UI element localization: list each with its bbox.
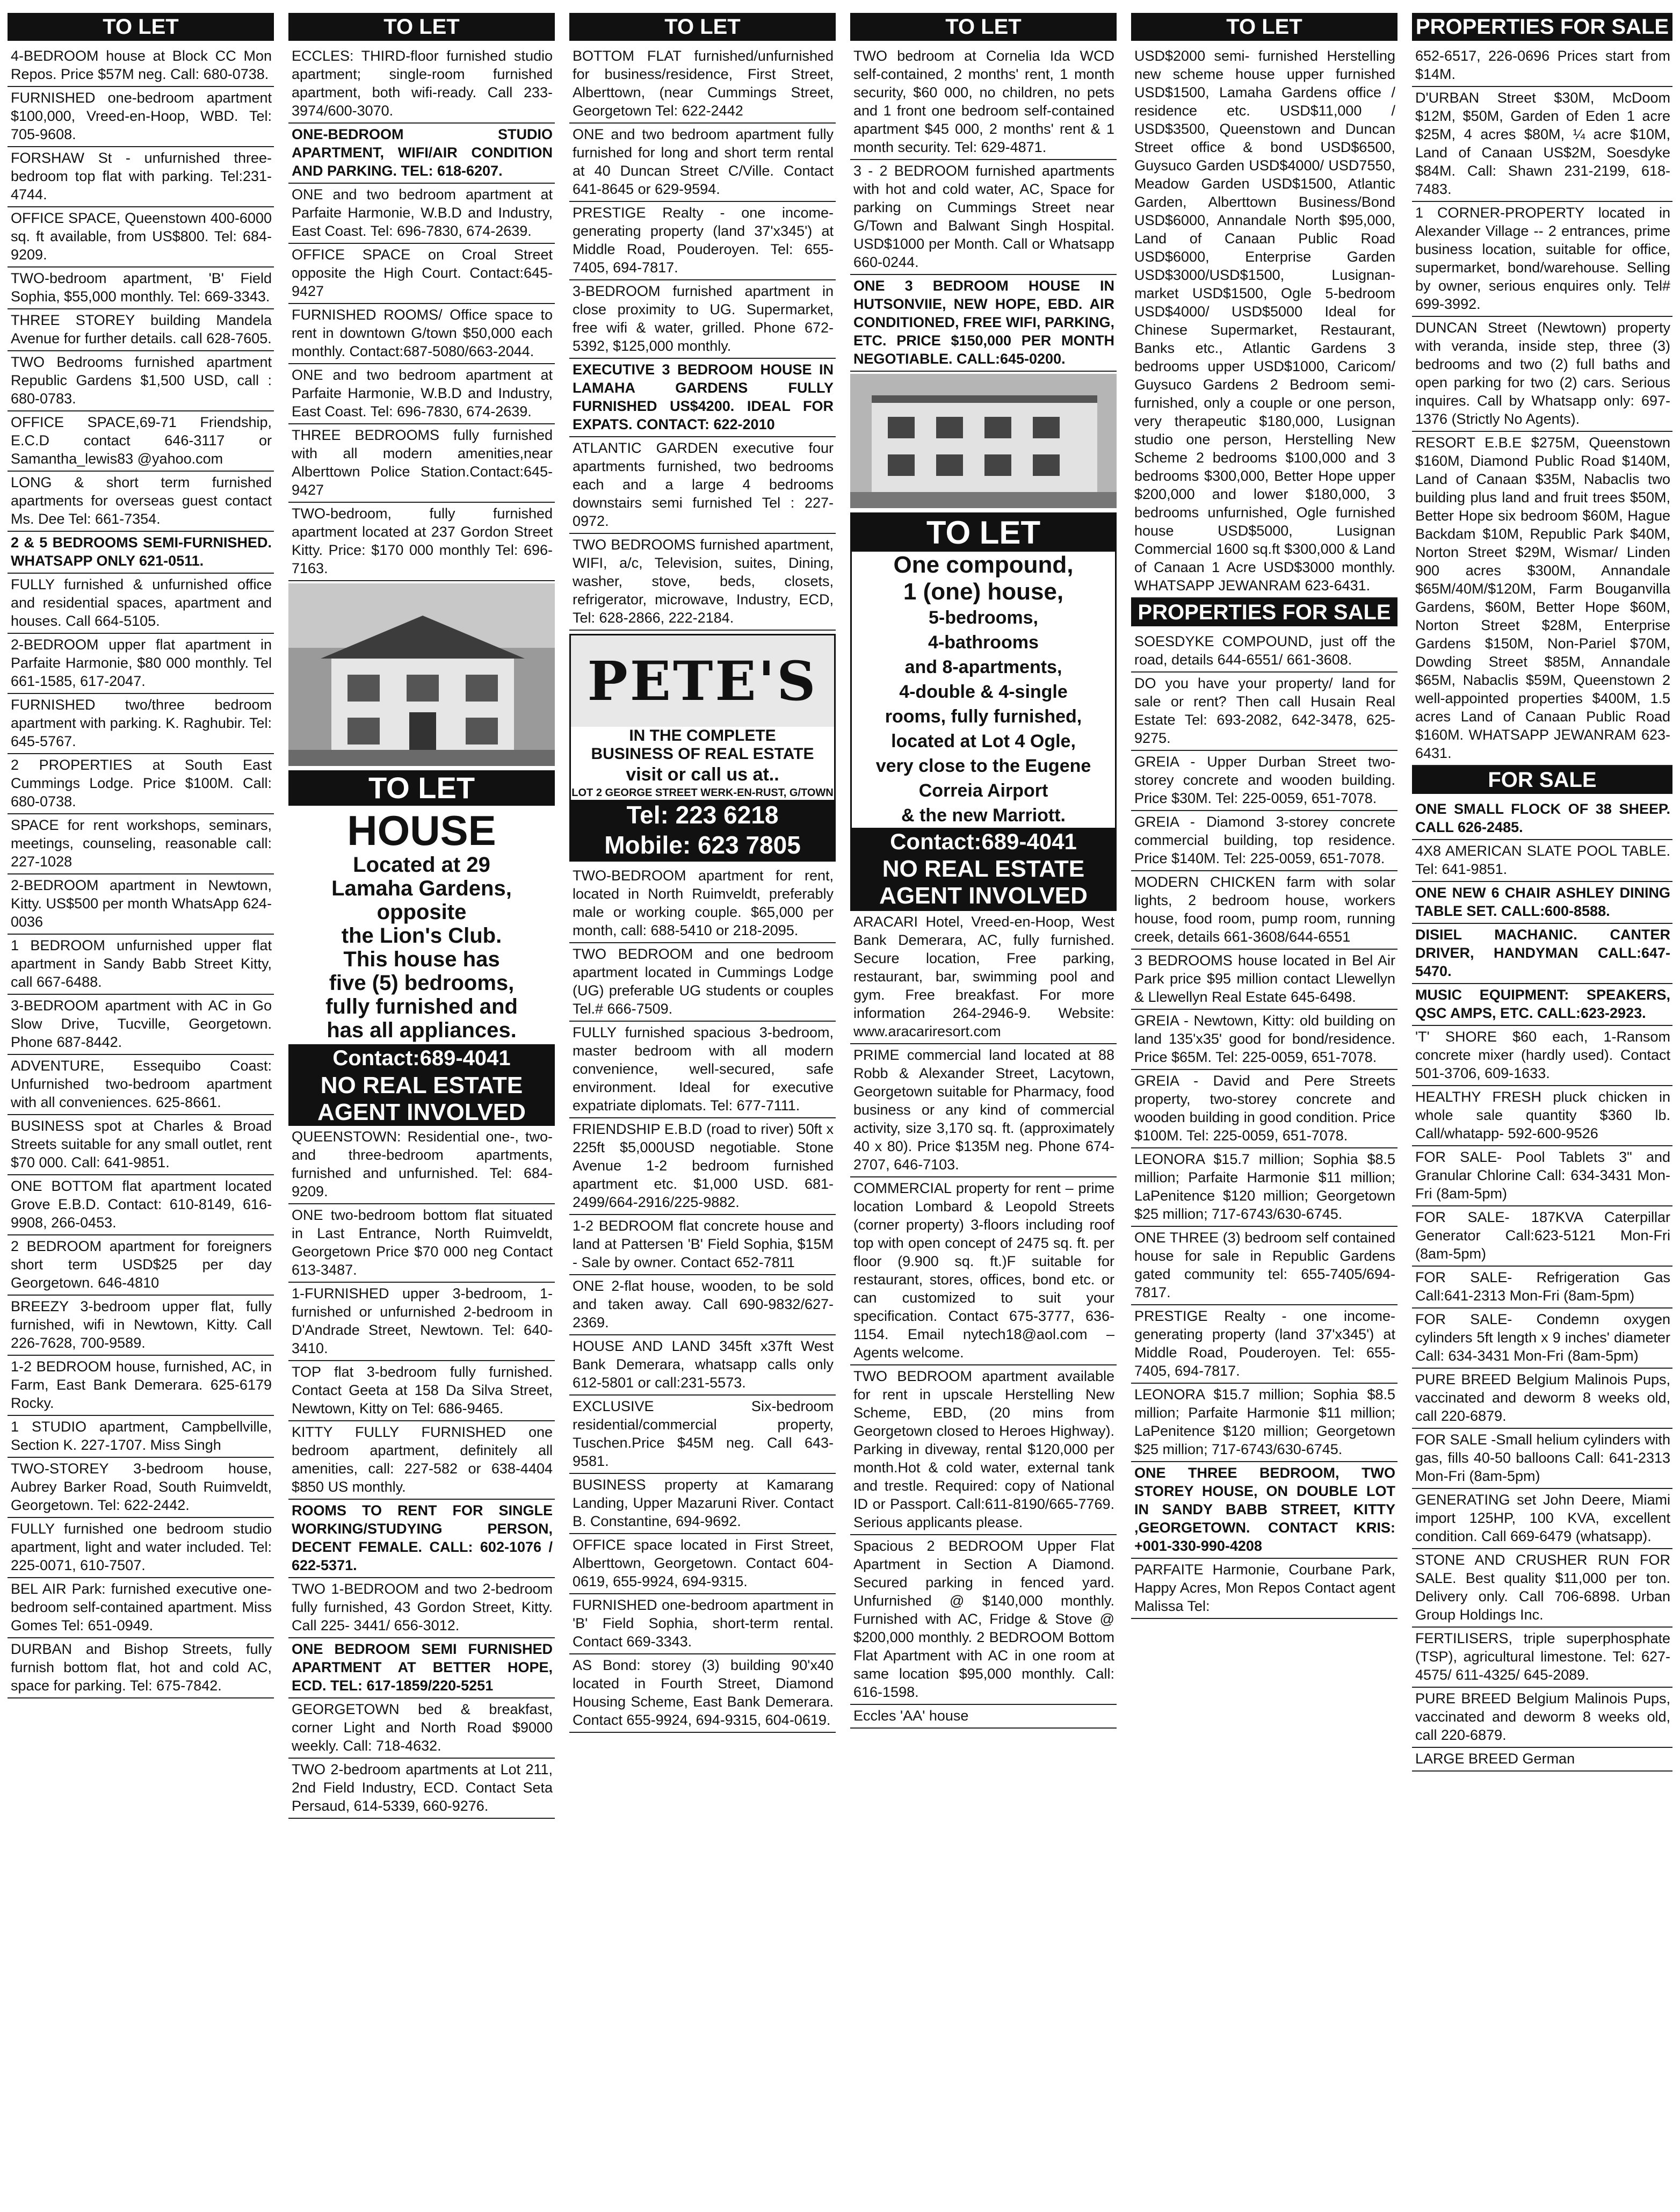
display-line: Lamaha Gardens, (331, 877, 512, 900)
classified-ad: GEORGETOWN bed & breakfast, corner Light and North Road $9000 weekly. Call: 718-4632. (288, 1698, 555, 1759)
display-line: very close to the Eugene (875, 756, 1091, 776)
classified-ad: ONE THREE BEDROOM, TWO STOREY HOUSE, ON DOUBLE LOT IN SANDY BABB STREET, KITTY ,GEORGETOWN. CONTACT KRIS: +001-330-990-4208 (1131, 1462, 1397, 1559)
classified-ad: PURE BREED Belgium Malinois Pups, vaccinated and deworm 8 weeks old, call 220-6879. (1412, 1369, 1672, 1429)
classified-ad: ONE and two bedroom apartment fully furnished for long and short term rental at 40 Duncan Street C/Ville. Contact 641-8645 or 629-9594. (569, 124, 836, 202)
section-header: TO LET (569, 13, 836, 41)
classified-ad: 2-BEDROOM upper flat apartment in Parfaite Harmonie, $80 000 monthly. Tel 661-1585, 617-2047. (8, 634, 274, 694)
classified-ad: DO you have your property/ land for sale or rent? Then call Husain Real Estate Tel: 693-2082, 642-3478, 625-9275. (1131, 673, 1397, 751)
display-agent: AGENT INVOLVED (852, 883, 1115, 909)
display-line: 1 (one) house, (903, 579, 1064, 605)
classified-ad: FOR SALE- Refrigeration Gas Call:641-2313 Mon-Fri (8am-5pm) (1412, 1267, 1672, 1309)
classified-ad: ADVENTURE, Essequibo Coast: Unfurnished two-bedroom apartment with all conveniences. 625-8661. (8, 1055, 274, 1115)
classified-ad: OFFICE SPACE on Croal Street opposite the High Court. Contact:645-9427 (288, 244, 555, 304)
classified-ad: SPACE for rent workshops, seminars, meetings, counseling, reasonable call: 227-1028 (8, 814, 274, 874)
classified-ad: KITTY FULLY FURNISHED one bedroom apartment, definitely all amenities, call: 227-582 or 638-4404 $850 US monthly. (288, 1421, 555, 1500)
classified-ad: GREIA - Diamond 3-storey concrete commercial building, top residence. Price $140M. Tel: 225-0059, 651-7078. (1131, 811, 1397, 871)
display-line: opposite (376, 900, 467, 924)
classified-ad: FULLY furnished one bedroom studio apartment, light and water included. Tel: 225-0071, 610-7507. (8, 1518, 274, 1578)
classified-ad: 652-6517, 226-0696 Prices start from $14M. (1412, 45, 1672, 87)
classified-ad: FOR SALE- Pool Tablets 3" and Granular Chlorine Call: 634-3431 Mon-Fri (8am-5pm) (1412, 1146, 1672, 1206)
classified-ad: Eccles 'AA' house (850, 1705, 1117, 1729)
classified-ad: GREIA - Upper Durban Street two-storey concrete and wooden building. Price $30M. Tel: 225-0059, 651-7078. (1131, 751, 1397, 811)
classified-ad: ATLANTIC GARDEN executive four apartments furnished, two bedrooms each and a large 4 bedrooms downstairs semi furnished Tel : 227-0972. (569, 437, 836, 534)
classified-ad: TWO-BEDROOM apartment for rent, located in North Ruimveldt, preferably male or working couple. $65,000 per month, call: 688-5410 or 218-2095. (569, 865, 836, 943)
section-header: TO LET (850, 13, 1117, 41)
classified-ad: MODERN CHICKEN farm with solar lights, 2 bedroom house, workers house, food room, pump room, running creek, details 661-3608/644-6551 (1131, 871, 1397, 950)
house-display-ad (288, 770, 555, 1126)
display-agent: NO REAL ESTATE (320, 1072, 523, 1098)
section-header: PROPERTIES FOR SALE (1131, 598, 1397, 626)
classified-ad: BREEZY 3-bedroom upper flat, fully furnished, wifi in Newtown, Kitty. Call 226-7628, 700-9589. (8, 1296, 274, 1356)
classified-ad: ONE-BEDROOM STUDIO APARTMENT, WIFI/AIR CONDITION AND PARKING. TEL: 618-6207. (288, 124, 555, 184)
classified-ad: ROOMS TO RENT FOR SINGLE WORKING/STUDYING PERSON, DECENT FEMALE. CALL: 602-1076 / 622-5371. (288, 1500, 555, 1578)
classified-ad: COMMERCIAL property for rent – prime location Lombard & Leopold Streets (corner property) 3-floors including roof top with open concept of 2475 sq. ft. per floor (9.900 sq. ft.)F suitable for restaurant, stores, offices, bond etc. or can customized to suit your specification. Contact 675-3777, 636-1154. Email nytech18@aol.com – Agents welcome. (850, 1177, 1117, 1365)
display-agent: AGENT INVOLVED (317, 1099, 526, 1125)
classified-ad: FOR SALE- 187KVA Caterpillar Generator Call:623-5121 Mon-Fri (8am-5pm) (1412, 1206, 1672, 1267)
classified-ad: ONE BOTTOM flat apartment located Grove E.B.D. Contact: 610-8149, 616-9908, 266-0453. (8, 1175, 274, 1235)
classified-ad: SOESDYKE COMPOUND, just off the road, details 644-6551/ 661-3608. (1131, 631, 1397, 673)
building-illustration (850, 374, 1117, 508)
classified-ad: FULLY furnished spacious 3-bedroom, master bedroom with all modern convenience, well-secured, safe environment. Ideal for executive expatriate diplomats. Tel: 677-7111. (569, 1022, 836, 1118)
classified-ad: PRIME commercial land located at 88 Robb & Alexander Street, Lacytown, Georgetown suitable for Pharmacy, food business or any kind of commercial activity, size 3,170 sq. ft. (approximately 40 x 80). Price $135M neg. Phone 674-2707, 646-7103. (850, 1044, 1117, 1177)
display-line: & the new Marriott. (901, 805, 1066, 826)
classified-ad: AS Bond: storey (3) building 90'x40 located in Fourth Street, Diamond Housing Scheme, East Bank Demerara. Contact 655-9924, 694-9315, 604-0619. (569, 1654, 836, 1733)
display-title: TO LET (852, 514, 1115, 552)
classified-ad: PURE BREED Belgium Malinois Pups, vaccinated and deworm 8 weeks old, call 220-6879. (1412, 1688, 1672, 1748)
classified-ad: FURNISHED two/three bedroom apartment with parking. K. Raghubir. Tel: 645-5767. (8, 694, 274, 754)
ad-list (569, 865, 836, 1733)
classified-ad: ECCLES: THIRD-floor furnished studio apartment; single-room furnished apartment, both wifi-ready. Call 233-3974/600-3070. (288, 45, 555, 124)
building-photo (850, 374, 1117, 508)
classified-ad: TWO Bedrooms furnished apartment Republic Gardens $1,500 USD, call : 680-0783. (8, 351, 274, 411)
classified-ad: MUSIC EQUIPMENT: SPEAKERS, QSC AMPS, ETC. CALL:623-2923. (1412, 984, 1672, 1026)
section-header: FOR SALE (1412, 766, 1672, 794)
classified-ad: OFFICE SPACE,69-71 Friendship, E.C.D contact 646-3117 or Samantha_lewis83 @yahoo.com (8, 411, 274, 472)
petes-address: LOT 2 GEORGE STREET WERK-EN-RUST, G/TOWN (571, 787, 834, 799)
display-line: has all appliances. (327, 1018, 517, 1042)
petes-tagline: BUSINESS OF REAL ESTATE (591, 745, 814, 763)
display-line: 4-double & 4-single (899, 682, 1068, 702)
classified-ad: ONE 3 BEDROOM HOUSE IN HUTSONVIIE, NEW HOPE, EBD. AIR CONDITIONED, FREE WIFI, PARKING, ETC. PRICE $150,000 PER MONTH NEGOTIABLE. CALL:645-0200. (850, 275, 1117, 372)
column-6 (1412, 13, 1672, 2204)
display-line: and 8-apartments, (904, 657, 1062, 677)
section-header: TO LET (8, 13, 274, 41)
column-3 (569, 13, 836, 2204)
section-header: TO LET (288, 13, 555, 41)
classified-ad: TWO-bedroom apartment, 'B' Field Sophia, $55,000 monthly. Tel: 669-3343. (8, 268, 274, 309)
classified-ad: LARGE BREED German (1412, 1748, 1672, 1772)
classified-ad: ONE 2-flat house, wooden, to be sold and taken away. Call 690-9832/627-2369. (569, 1275, 836, 1335)
house-photo (288, 583, 555, 766)
petes-logo: PETE'S (571, 635, 834, 727)
classified-ad: STONE AND CRUSHER RUN FOR SALE. Best quality $11,000 per ton. Delivery only. Call 706-6898. Urban Group Holdings Inc. (1412, 1549, 1672, 1628)
compound-display-ad (850, 512, 1117, 911)
classified-ad: TWO BEDROOM and one bedroom apartment located in Cummings Lodge (UG) preferable UG students or couples Tel.# 666-7509. (569, 943, 836, 1022)
classified-ad: TWO-STOREY 3-bedroom house, Aubrey Barker Road, South Ruimveldt, Georgetown. Tel: 622-2442. (8, 1458, 274, 1518)
classified-ad: TOP flat 3-bedroom fully furnished. Contact Geeta at 158 Da Silva Street, Newtown, Kitty on Tel: 686-9465. (288, 1361, 555, 1421)
classified-ad: 4-BEDROOM house at Block CC Mon Repos. Price $57M neg. Call: 680-0738. (8, 45, 274, 87)
classified-ad: RESORT E.B.E $275M, Queenstown $160M, Diamond Public Road $140M, Land of Canaan $35M, Nabaclis two building plus land and fruit trees $50M, Better Hope six bedroom $60M, Hague Backdam $10M, Republic Park $40M, Norton Street $29M, Wismar/ Linden 900 acres $300M, Annandale $65M/40M/$120M, Farm Bouganvilla Gardens, $60M, Better Hope $60M, Norton Street $28M, Enterprise Gardens $150M, Non-Pariel $70M, Dowding Street $85M, Annandale $65M, Nabaclis $59M, Queenstown 2 well-appointed properties $400M, 1.5 acres Land of Canaan Public Road $160M. WHATSAPP JEWANRAM 623-6431. (1412, 432, 1672, 766)
classified-ad: FORSHAW St - unfurnished three-bedroom top flat with parking. Tel:231-4744. (8, 147, 274, 207)
classified-ad: Spacious 2 BEDROOM Upper Flat Apartment in Section A Diamond. Secured parking in fenced yard. Unfurnished @ $140,000 monthly. Furnished with AC, Fridge & Stove @ $200,000 monthly. 2 BEDROOM Bottom Flat Apartment with AC in one room at same location $95,000 monthly. Call: 616-1598. (850, 1535, 1117, 1705)
classified-ad: 'T' SHORE $60 each, 1-Ransom concrete mixer (hardly used). Contact 501-3706, 609-1633. (1412, 1026, 1672, 1086)
display-line: Correia Airport (918, 780, 1048, 801)
classified-ad: FOR SALE -Small helium cylinders with gas, fills 40-50 balloons Call: 641-2313 Mon-Fri (8am-5pm) (1412, 1429, 1672, 1489)
classified-ad: TWO 1-BEDROOM and two 2-bedroom fully furnished, 43 Gordon Street, Kitty. Call 225- 3441/ 656-3012. (288, 1578, 555, 1638)
ad-list (8, 45, 274, 1698)
classified-ad: LEONORA $15.7 million; Sophia $8.5 million; Parfaite Harmonie $11 million; LaPenitence $120 million; Georgetown $25 million; 717-6743/630-6745. (1131, 1384, 1397, 1462)
classified-ad: DURBAN and Bishop Streets, fully furnish bottom flat, hot and cold AC, space for parking. Tel: 675-7842. (8, 1638, 274, 1698)
display-agent: NO REAL ESTATE (852, 856, 1115, 883)
classified-ad: DISIEL MACHANIC. CANTER DRIVER, HANDYMAN CALL:647-5470. (1412, 924, 1672, 984)
ad-list (1412, 798, 1672, 1772)
classified-ad: 1-2 BEDROOM house, furnished, AC, in Farm, East Bank Demerara. 625-6179 Rocky. (8, 1356, 274, 1416)
classified-ad: BEL AIR Park: furnished executive one-bedroom self-contained apartment. Miss Gomes Tel: 651-0949. (8, 1578, 274, 1638)
classified-ad: ONE and two bedroom apartment at Parfaite Harmonie, W.B.D and Industry, East Coast. Tel: 696-7830, 674-2639. (288, 184, 555, 244)
classified-ad: FOR SALE- Condemn oxygen cylinders 5ft length x 9 inches' diameter Call: 634-3431 Mon-Fri (8am-5pm) (1412, 1309, 1672, 1369)
display-line: 5-bedrooms, (928, 608, 1039, 628)
classified-ad: TWO bedroom at Cornelia Ida WCD self-contained, 2 months' rent, 1 month security, $60 000, no children, no pets and 1 front one bedroom self-contained apartment $45 000, 2 months' rent & 1 month security. Tel: 629-4871. (850, 45, 1117, 160)
display-contact: Contact:689-4041 (332, 1046, 511, 1070)
classified-ad: TWO 2-bedroom apartments at Lot 211, 2nd Field Industry, ECD. Contact Seta Persaud, 614-5339, 660-9276. (288, 1759, 555, 1819)
classified-ad: GREIA - David and Pere Streets property, two-storey concrete and wooden building in good condition. Price $100M. Tel: 225-0059, 651-7078. (1131, 1070, 1397, 1148)
column-4 (850, 13, 1117, 2204)
petes-tagline: IN THE COMPLETE (629, 727, 776, 744)
classified-ad: TWO BEDROOM apartment available for rent in upscale Herstelling New Scheme, EBD, (20 mins from Georgetown closed to Heroes Highway). Parking in diveway, rental $120,000 per month.Hot & cold water, external tank and trestle. Required: copy of National ID or Passport. Call:611-8190/665-7769. Serious applicants please. (850, 1365, 1117, 1535)
classified-ad: THREE BEDROOMS fully furnished with all modern amenities,near Alberttown Police Station.Contact:645-9427 (288, 424, 555, 503)
classified-ad: BUSINESS spot at Charles & Broad Streets suitable for any small outlet, rent $70 000. Call: 641-9851. (8, 1115, 274, 1175)
petes-real-estate-ad (569, 634, 836, 862)
classified-ad: FURNISHED ROOMS/ Office space to rent in downtown G/town $50,000 each monthly. Contact:687-5080/663-2044. (288, 304, 555, 364)
classified-ad: ONE and two bedroom apartment at Parfaite Harmonie, W.B.D and Industry, East Coast. Tel: 696-7830, 674-2639. (288, 364, 555, 424)
classified-ad: 2 & 5 BEDROOMS SEMI-FURNISHED. WHATSAPP ONLY 621-0511. (8, 532, 274, 574)
classified-ad: THREE STOREY building Mandela Avenue for further details. call 628-7605. (8, 309, 274, 351)
ad-list (850, 911, 1117, 1729)
classified-ad: 3 - 2 BEDROOM furnished apartments with hot and cold water, AC, Space for parking on Cummings Street near G/Town and Balwant Singh Hospital. USD$1000 per Month. Call or Whatsapp 660-0244. (850, 160, 1117, 275)
classified-ad: ONE BEDROOM SEMI FURNISHED APARTMENT AT BETTER HOPE, ECD. TEL: 617-1859/220-5251 (288, 1638, 555, 1698)
classified-ad: GREIA - Newtown, Kitty: old building on land 135'x35' good for bond/residence. Price $65M. Tel: 225-0059, 651-7078. (1131, 1010, 1397, 1070)
display-line: located at Lot 4 Ogle, (891, 731, 1076, 751)
classified-ad: 1 CORNER-PROPERTY located in Alexander Village -- 2 entrances, prime business location, suitable for office, supermarket, bond/warehouse. Selling by owner, serious enquires only. Tel# 699-3992. (1412, 202, 1672, 317)
display-line: five (5) bedrooms, (329, 971, 515, 995)
classified-ad: FURNISHED one-bedroom apartment in 'B' Field Sophia, short-term rental. Contact 669-3343. (569, 1594, 836, 1654)
classified-ad: 3 BEDROOMS house located in Bel Air Park price $95 million contact Llewellyn & Llewellyn Real Estate 645-6498. (1131, 950, 1397, 1010)
classified-ad: DUNCAN Street (Newtown) property with veranda, inside step, three (3) bedrooms and two (2) full baths and open parking for two (2) cars. Serious inquires. Call by Whatsapp only: 697-1376 (Strictly No Agents). (1412, 317, 1672, 432)
classified-ad: 2-BEDROOM apartment in Newtown, Kitty. US$500 per month WhatsApp 624-0036 (8, 874, 274, 935)
classified-ad: TWO BEDROOMS furnished apartment, WIFI, a/c, Television, suites, Dining, washer, stove, beds, closets, refrigerator, microwave, Industry, ECD, Tel: 628-2866, 222-2184. (569, 534, 836, 631)
display-line: Located at 29 (353, 853, 490, 877)
classified-ad: PRESTIGE Realty - one income-generating property (land 37'x345') at Middle Road, Pouderoyen. Tel: 655-7405, 694-7817. (569, 202, 836, 280)
display-line: rooms, fully furnished, (885, 706, 1082, 727)
classified-ad: BOTTOM FLAT furnished/unfurnished for business/residence, First Street, Alberttown, (near Cummings Street, Georgetown Tel: 622-2442 (569, 45, 836, 124)
classified-ad: EXCLUSIVE Six-bedroom residential/commercial property, Tuschen.Price $45M neg. Call 643-9581. (569, 1396, 836, 1474)
classified-ad: 1-FURNISHED upper 3-bedroom, 1-furnished or unfurnished 2-bedroom in D'Andrade Street, Newtown. Tel: 640-3410. (288, 1283, 555, 1361)
display-line: 4-bathrooms (928, 632, 1039, 653)
classified-ad: OFFICE SPACE, Queenstown 400-6000 sq. ft available, from US$800. Tel: 684-9209. (8, 207, 274, 268)
classified-ad: EXECUTIVE 3 BEDROOM HOUSE IN LAMAHA GARDENS FULLY FURNISHED US$4200. IDEAL FOR EXPATS. CONTACT: 622-2010 (569, 359, 836, 437)
classified-ad: ONE NEW 6 CHAIR ASHLEY DINING TABLE SET. CALL:600-8588. (1412, 882, 1672, 924)
classified-ad: BUSINESS property at Kamarang Landing, Upper Mazaruni River. Contact B. Constantine, 694-9692. (569, 1474, 836, 1534)
display-line: This house has (343, 948, 500, 971)
classified-ad: ONE SMALL FLOCK OF 38 SHEEP. CALL 626-2485. (1412, 798, 1672, 840)
ad-list (850, 45, 1117, 372)
classified-ad: FURNISHED one-bedroom apartment $100,000, Vreed-en-Hoop, WBD. Tel: 705-9608. (8, 87, 274, 147)
classified-ad: 3-BEDROOM apartment with AC in Go Slow Drive, Tucville, Georgetown. Phone 687-8442. (8, 995, 274, 1055)
classified-ad: 3-BEDROOM furnished apartment in close proximity to UG. Supermarket, free wifi & water, grilled. Phone 672-5392, $125,000 monthly. (569, 280, 836, 359)
display-line: fully furnished and (325, 995, 518, 1018)
classified-ad: FULLY furnished & unfurnished office and residential spaces, apartment and houses. Call 664-5105. (8, 574, 274, 634)
classified-ad: HEALTHY FRESH pluck chicken in whole sale quantity $360 lb. Call/whatapp- 592-600-9526 (1412, 1086, 1672, 1146)
ad-list (1412, 45, 1672, 766)
classified-ad: FERTILISERS, triple superphosphate (TSP), agricultural limestone. Tel: 627-4575/ 611-4325/ 645-2089. (1412, 1628, 1672, 1688)
column-2 (288, 13, 555, 2204)
classified-ad: 4X8 AMERICAN SLATE POOL TABLE. Tel: 641-9851. (1412, 840, 1672, 882)
classified-ad: ONE THREE (3) bedroom self contained house for sale in Republic Gardens gated community tel: 655-7405/694-7817. (1131, 1227, 1397, 1305)
display-title: TO LET (368, 771, 475, 805)
classified-ad: PARFAITE Harmonie, Courbane Park, Happy Acres, Mon Repos Contact agent Malissa Tel: (1131, 1559, 1397, 1619)
classified-ad: 2 BEDROOM apartment for foreigners short term USD$25 per day Georgetown. 646-4810 (8, 1235, 274, 1296)
classified-ad: LONG & short term furnished apartments for overseas guest contact Ms. Dee Tel: 661-7354. (8, 472, 274, 532)
classified-ad: ARACARI Hotel, Vreed-en-Hoop, West Bank Demerara, AC, fully furnished. Secure location, Free parking, restaurant, bar, swimming pool and gym. Free breakfast. For more information 264-2946-9. Website: www.aracariresort.com (850, 911, 1117, 1044)
column-5 (1131, 13, 1397, 2204)
classified-ad: D'URBAN Street $30M, McDoom $12M, $50M, Garden of Eden 1 acre $25M, 4 acres $80M, ¼ acre $10M, Land of Canaan US$2M, Soesdyke $84M. Call: Shawn 231-2199, 618-7483. (1412, 87, 1672, 202)
classified-ad: FRIENDSHIP E.B.D (road to river) 50ft x 225ft $5,000USD negotiable. Stone Avenue 1-2 bedroom furnished apartment etc. $1,000 USD. 681-2499/664-2916/225-9882. (569, 1118, 836, 1215)
column-1 (8, 13, 274, 2204)
classified-ad: USD$2000 semi- furnished Herstelling new scheme house upper furnished USD$1500, Lamaha Gardens office / residence etc. USD$11,000 / USD$3500, Queenstown and Duncan Street office & bond USD$6500, Guysuco Garden USD$4000/ USD7550, Meadow Garden USD$1500, Atlantic Garden, Alberttown Business/Bond USD$6000, Annandale North $95,000, Land of Canaan Public Road USD$6000, Enterprise Garden USD$3000/USD$1500, Lusignan-market USD$1500, Ogle 5-bedroom USD$4000/ USD$5000 Ideal for Chinese Supermarket, Restaurant, Banks etc., Atlantic Gardens 3 bedrooms upper USD$1000, Caricom/ Guysuco Gardens 2 Bedroom semi-furnished, only a couple or one person, very therapeutic $180,000, Lusignan studio one person, Herstelling New Scheme 2 bedrooms $100,000 and 3 bedrooms $300,000, Better Hope upper $200,000 and lower $180,000, 3 bedrooms unfurnished, Ogle furnished house USD$5000, Lusignan Commercial 1600 sq.ft $300,000 & Land of Canaan 1 Acre USD$3000 monthly. WHATSAPP JEWANRAM 623-6431. (1131, 45, 1397, 598)
display-line: One compound, (893, 552, 1074, 578)
classified-ad: 1-2 BEDROOM flat concrete house and land at Pattersen 'B' Field Sophia, $15M - Sale by owner. Contact 652-7811 (569, 1215, 836, 1275)
classified-ad: PRESTIGE Realty - one income-generating property (land 37'x345') at Middle Road, Pouderoyen. Tel: 655-7405, 694-7817. (1131, 1305, 1397, 1384)
classified-ad: QUEENSTOWN: Residential one-, two- and three-bedroom apartments, furnished and unfurnished. Tel: 684-9209. (288, 1126, 555, 1204)
display-house: HOUSE (347, 807, 496, 854)
classified-ad: 1 STUDIO apartment, Campbellville, Section K. 227-1707. Miss Singh (8, 1416, 274, 1458)
ad-list (288, 45, 555, 581)
petes-tagline: visit or call us at.. (626, 764, 779, 785)
ad-list (1131, 631, 1397, 1619)
classified-ad: TWO-bedroom, fully furnished apartment located at 237 Gordon Street Kitty. Price: $170 000 monthly Tel: 696-7163. (288, 503, 555, 581)
classified-ad: GENERATING set John Deere, Miami import 125HP, 100 KVA, excellent condition. Call 669-6479 (whatsapp). (1412, 1489, 1672, 1549)
ad-list (569, 45, 836, 631)
display-line: the Lion's Club. (341, 924, 502, 948)
classified-ad: 1 BEDROOM unfurnished upper flat apartment in Sandy Babb Street Kitty, call 667-6488. (8, 935, 274, 995)
display-contact: Contact:689-4041 (852, 828, 1115, 856)
classified-ad: 2 PROPERTIES at South East Cummings Lodge. Price $100M. Call: 680-0738. (8, 754, 274, 814)
petes-tel: Tel: 223 6218 (571, 800, 834, 830)
classified-ad: LEONORA $15.7 million; Sophia $8.5 million; Parfaite Harmonie $11 million; LaPenitence $120 million; Georgetown $25 million; 717-6743/630-6745. (1131, 1148, 1397, 1227)
house-illustration (288, 583, 555, 766)
section-header: PROPERTIES FOR SALE (1412, 13, 1672, 41)
ad-list (288, 1126, 555, 1819)
classified-ad: OFFICE space located in First Street, Alberttown, Georgetown. Contact 604-0619, 655-9924, 694-9315. (569, 1534, 836, 1594)
classified-ad: ONE two-bedroom bottom flat situated in Last Entrance, North Ruimveldt, Georgetown Price $70 000 neg Contact 613-3487. (288, 1204, 555, 1283)
petes-mobile: Mobile: 623 7805 (571, 830, 834, 860)
ad-list (1131, 45, 1397, 598)
classified-ad: HOUSE AND LAND 345ft x37ft West Bank Demerara, whatsapp calls only 612-5801 or call:231-5573. (569, 1335, 836, 1396)
section-header: TO LET (1131, 13, 1397, 41)
